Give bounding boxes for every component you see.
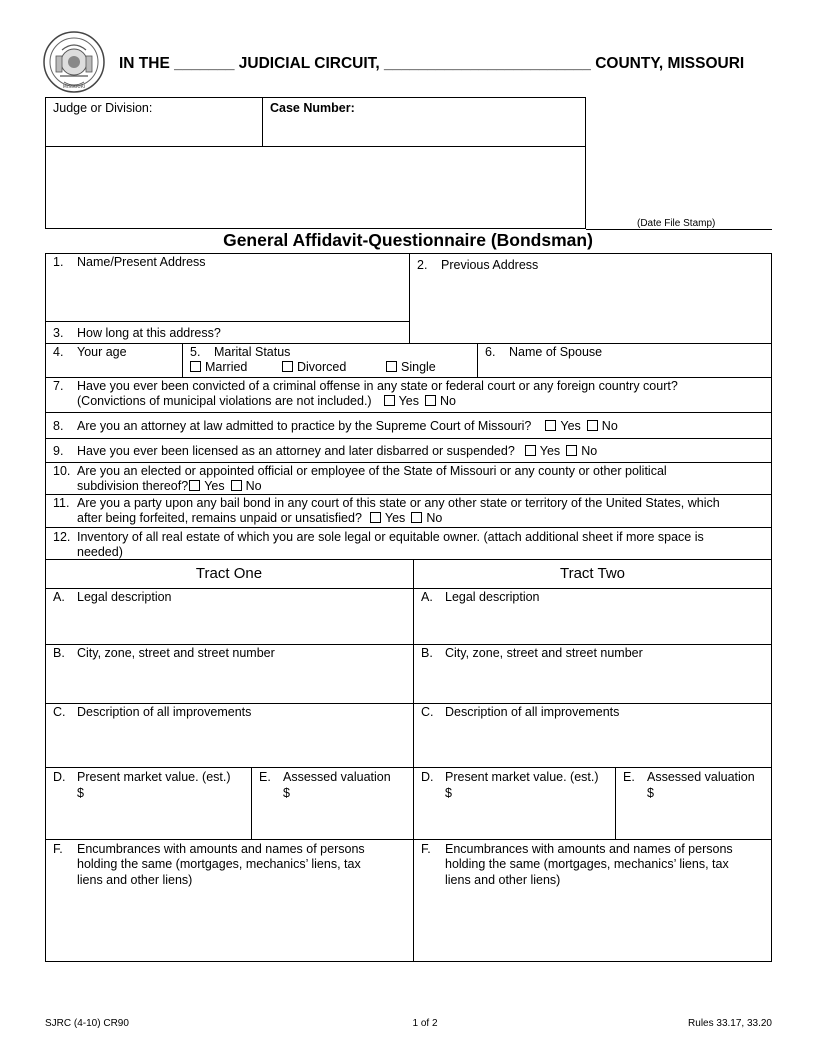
q9-yes-checkbox[interactable] bbox=[525, 445, 536, 456]
married-checkbox[interactable] bbox=[190, 361, 201, 372]
footer-page-number: 1 of 2 bbox=[412, 1018, 438, 1029]
seal-ring-text: MISSOURI bbox=[62, 85, 86, 90]
q3-how-long-label: 3. How long at this address? bbox=[53, 326, 221, 340]
tract-two-legal-description: A. Legal description bbox=[421, 590, 540, 604]
marital-single-option: Single bbox=[380, 360, 436, 375]
q11-no-checkbox[interactable] bbox=[411, 512, 422, 523]
q12-inventory-line2: needed) bbox=[77, 545, 123, 559]
tract-two-encumbrances-line2: holding the same (mortgages, mechanics’ liens, tax bbox=[445, 857, 729, 871]
footer-form-id: SJRC (4-10) CR90 bbox=[45, 1018, 129, 1029]
form-title: General Affidavit-Questionnaire (Bondsman) bbox=[223, 230, 593, 250]
q10-official-line2: subdivision thereof? Yes No bbox=[77, 479, 262, 493]
single-checkbox[interactable] bbox=[386, 361, 397, 372]
judge-division-label: Judge or Division: bbox=[53, 101, 153, 115]
footer-rules: Rules 33.17, 33.20 bbox=[688, 1018, 772, 1029]
tract-two-improvements: C. Description of all improvements bbox=[421, 705, 620, 719]
tract-two-market-value-currency: $ bbox=[445, 786, 452, 800]
q11-bail-bond-line2: after being forfeited, remains unpaid or unsatisfied? Yes No bbox=[77, 511, 443, 525]
q6-spouse-name-label: 6. Name of Spouse bbox=[485, 345, 603, 359]
case-info-box bbox=[45, 97, 586, 229]
tract-one-legal-description: A. Legal description bbox=[53, 590, 172, 604]
tract-one-market-value: D. Present market value. (est.) bbox=[53, 770, 231, 784]
tract-two-market-value: D. Present market value. (est.) bbox=[421, 770, 599, 784]
tract-one-encumbrances-line3: liens and other liens) bbox=[77, 873, 193, 887]
q8-attorney-question: 8. Are you an attorney at law admitted to practice by the Supreme Court of Missouri? Yes No bbox=[53, 419, 618, 433]
q8-yes-checkbox[interactable] bbox=[545, 420, 556, 431]
marital-married-option: Married bbox=[184, 360, 247, 375]
q5-marital-status-label: 5. Marital Status bbox=[190, 345, 291, 359]
tract-one-market-value-currency: $ bbox=[77, 786, 84, 800]
date-file-stamp-label: (Date File Stamp) bbox=[637, 218, 716, 229]
tract-one-encumbrances-line2: holding the same (mortgages, mechanics’ liens, tax bbox=[77, 857, 361, 871]
tract-one-heading: Tract One bbox=[195, 565, 263, 582]
circuit-header: IN THE _______ JUDICIAL CIRCUIT, ________________________ COUNTY, MISSOURI bbox=[119, 55, 745, 72]
q10-official-question: 10. Are you an elected or appointed official or employee of the State of Missouri or any county or other political bbox=[53, 464, 667, 478]
q9-no-checkbox[interactable] bbox=[566, 445, 577, 456]
tract-one-assessed-valuation: E. Assessed valuation bbox=[259, 770, 391, 784]
divorced-checkbox[interactable] bbox=[282, 361, 293, 372]
q11-bail-bond-question: 11. Are you a party upon any bail bond in any court of this state or any other state or territory of the United States, which bbox=[53, 496, 720, 510]
q1-name-address-label: 1. Name/Present Address bbox=[53, 255, 206, 269]
tract-one-address: B. City, zone, street and street number bbox=[53, 646, 275, 660]
tract-two-encumbrances-line3: liens and other liens) bbox=[445, 873, 561, 887]
q4-age-label: 4. Your age bbox=[53, 345, 127, 359]
q11-yes-checkbox[interactable] bbox=[370, 512, 381, 523]
tract-two-heading: Tract Two bbox=[559, 565, 626, 582]
q8-no-checkbox[interactable] bbox=[587, 420, 598, 431]
case-number-label: Case Number: bbox=[270, 101, 355, 115]
q10-yes-checkbox[interactable] bbox=[189, 480, 200, 491]
tract-two-assessed-valuation: E. Assessed valuation bbox=[623, 770, 755, 784]
tract-one-encumbrances: F. Encumbrances with amounts and names of persons bbox=[53, 842, 365, 856]
q7-no-checkbox[interactable] bbox=[425, 395, 436, 406]
q7-convicted-line2: (Convictions of municipal violations are not included.) Yes No bbox=[77, 394, 456, 408]
tract-two-address: B. City, zone, street and street number bbox=[421, 646, 643, 660]
q7-yes-checkbox[interactable] bbox=[384, 395, 395, 406]
q10-no-checkbox[interactable] bbox=[231, 480, 242, 491]
q9-disbarred-question: 9. Have you ever been licensed as an attorney and later disbarred or suspended? Yes No bbox=[53, 444, 598, 458]
q2-previous-address-label: 2. Previous Address bbox=[417, 258, 539, 272]
marital-divorced-option: Divorced bbox=[276, 360, 346, 375]
q7-convicted-question: 7. Have you ever been convicted of a criminal offense in any state or federal court or any foreign country court? bbox=[53, 379, 678, 393]
missouri-state-seal-icon bbox=[42, 30, 106, 94]
tract-two-assessed-currency: $ bbox=[647, 786, 654, 800]
q12-inventory-question: 12. Inventory of all real estate of which you are sole legal or equitable owner. (attach additional sheet if more space is bbox=[53, 530, 704, 544]
tract-one-improvements: C. Description of all improvements bbox=[53, 705, 252, 719]
tract-two-encumbrances: F. Encumbrances with amounts and names of persons bbox=[421, 842, 733, 856]
tract-one-assessed-currency: $ bbox=[283, 786, 290, 800]
